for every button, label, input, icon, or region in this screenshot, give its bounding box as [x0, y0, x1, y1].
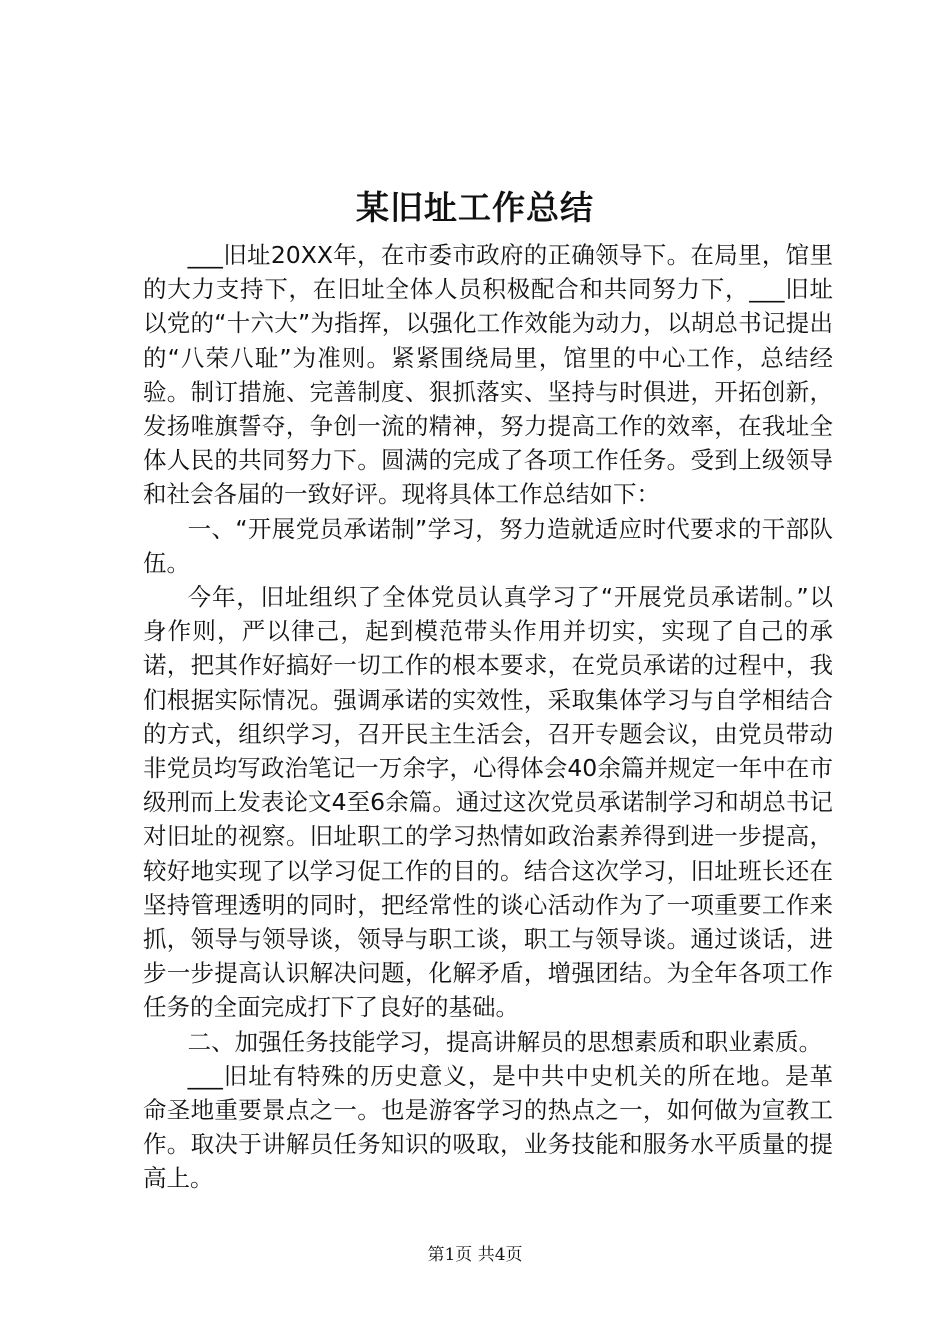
paragraph-section-one: 今年，旧址组织了全体党员认真学习了“开展党员承诺制。”以身作则，严以律己，起到模范带头作用并切实，实现了自己的承诺，把其作好搞好一切工作的根本要求，在党员承诺的过程中，我们根据实际情况。强调承诺的实效性，采取集体学习与自学相结合的方式，组织学习，召开民主生活会，召开专题会议，由党员带动非党员均写政治笔记一万余字，心得体会40余篇并规定一年中在市级刑而上发表论文4至6余篇。通过这次党员承诺制学习和胡总书记对旧址的视察。旧址职工的学习热情如政治素养得到进一步提高，较好地实现了以学习促工作的目的。结合这次学习，旧址班长还在坚持管理透明的同时，把经常性的谈心活动作为了一项重要工作来抓，领导与领导谈，领导与职工谈，职工与领导谈。通过谈话，进步一步提高认识解决问题，化解矛盾，增强团结。为全年各项工作任务的全面完成打下了良好的基础。	[143, 583, 833, 1022]
section-heading-one: 一、“开展党员承诺制”学习，努力造就适应时代要求的干部队伍。	[143, 514, 833, 577]
document-body	[143, 238, 833, 1196]
section-heading-two: 二、加强任务技能学习，提高讲解员的思想素质和职业素质。	[187, 1027, 823, 1056]
paragraph-intro: ___旧址20XX年，在市委市政府的正确领导下。在局里，馆里的大力支持下，在旧址全体人员积极配合和共同努力下，___旧址以党的“十六大”为指挥，以强化工作效能为动力，以胡总书记提出的“八荣八耻”为准则。紧紧围绕局里，馆里的中心工作，总结经验。制订措施、完善制度、狠抓落实、坚持与时俱进，开拓创新，发扬唯旗誓夺，争创一流的精神，努力提高工作的效率，在我址全体人民的共同努力下。圆满的完成了各项工作任务。受到上级领导和社会各届的一致好评。现将具体工作总结如下：	[143, 241, 833, 509]
paragraph-section-two: ___旧址有特殊的历史意义，是中共中史机关的所在地。是革命圣地重要景点之一。也是游客学习的热点之一，如何做为宣教工作。取决于讲解员任务知识的吸取，业务技能和服务水平质量的提高上。	[143, 1061, 833, 1193]
document-title: 某旧址工作总结	[356, 188, 594, 227]
page-number-footer: 第1页 共4页	[427, 1245, 523, 1265]
